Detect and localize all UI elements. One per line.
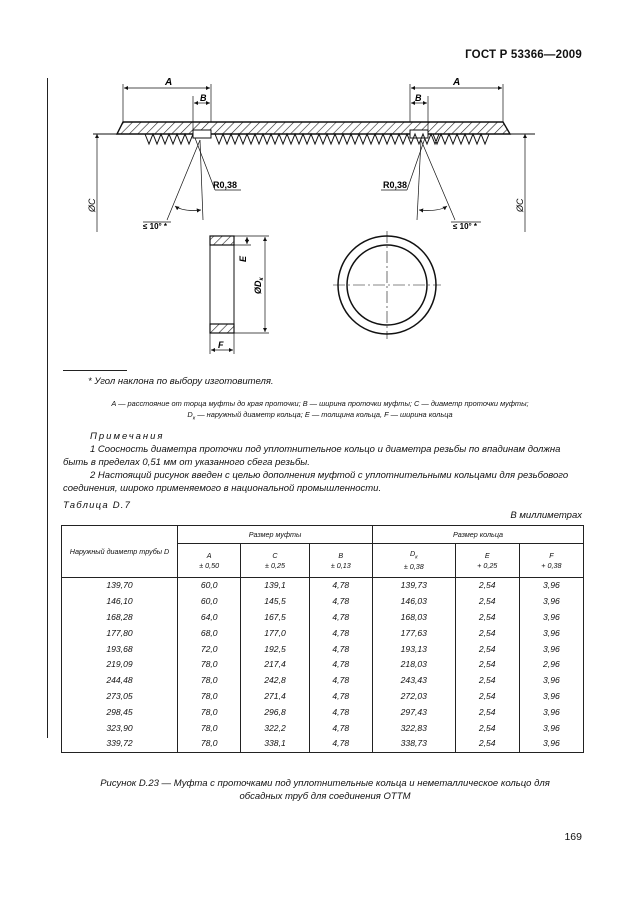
- table-cell: 3,96: [519, 736, 583, 752]
- ring-section-bottom: [210, 324, 234, 333]
- table-cell: 3,96: [519, 720, 583, 736]
- technical-drawing: [55, 72, 595, 362]
- table-row: [62, 704, 584, 720]
- table-cell: 78,0: [178, 689, 241, 705]
- table-cell: 338,1: [241, 736, 309, 752]
- table-cell: 339,72: [62, 736, 178, 752]
- footnote: * Угол наклона по выбору изготовителя.: [88, 376, 274, 387]
- table-units: В миллиметрах: [510, 510, 582, 521]
- dim-dk: $ØD_к$: [253, 277, 265, 294]
- table-cell: 72,0: [178, 641, 241, 657]
- col-b: B ± 0,13: [309, 544, 372, 578]
- col-f: F + 0,38: [519, 544, 583, 578]
- table-cell: 272,03: [372, 689, 455, 705]
- table-cell: 177,0: [241, 625, 309, 641]
- table-cell: 322,2: [241, 720, 309, 736]
- table-cell: 2,54: [455, 720, 519, 736]
- table-row: [62, 657, 584, 673]
- table-cell: 78,0: [178, 657, 241, 673]
- table-cell: 2,54: [455, 625, 519, 641]
- table-cell: 3,96: [519, 689, 583, 705]
- notes-block: [63, 430, 583, 495]
- table-cell: 78,0: [178, 673, 241, 689]
- table-cell: 243,43: [372, 673, 455, 689]
- table-cell: 192,5: [241, 641, 309, 657]
- table-cell: 2,54: [455, 610, 519, 626]
- col-c: C ± 0,25: [241, 544, 309, 578]
- table-cell: 271,4: [241, 689, 309, 705]
- table-cell: 78,0: [178, 736, 241, 752]
- table-cell: 3,96: [519, 673, 583, 689]
- table-cell: 3,96: [519, 641, 583, 657]
- table-cell: 2,54: [455, 689, 519, 705]
- data-table: [61, 525, 584, 753]
- table-cell: 4,78: [309, 641, 372, 657]
- table-cell: 4,78: [309, 578, 372, 594]
- table-cell: 242,8: [241, 673, 309, 689]
- notes-title: Примечания: [90, 431, 165, 442]
- table-row: [62, 625, 584, 641]
- table-cell: 4,78: [309, 673, 372, 689]
- table-cell: 2,54: [455, 704, 519, 720]
- table-cell: 78,0: [178, 720, 241, 736]
- table-cell: 177,63: [372, 625, 455, 641]
- dim-c-left: ØC: [87, 198, 97, 212]
- col-pipe-diameter: Наружный диаметр трубы D: [62, 526, 178, 578]
- coupling-section: [117, 122, 510, 134]
- col-dk: $D_к$ ± 0,38: [372, 544, 455, 578]
- table-cell: 3,96: [519, 594, 583, 610]
- table-cell: 193,13: [372, 641, 455, 657]
- legend-line-1: A — расстояние от торца муфты до края проточки; B — ширина проточки муфты; C — диаметр проточки муфты;: [111, 399, 529, 408]
- table-cell: 297,43: [372, 704, 455, 720]
- table-cell: 2,96: [519, 657, 583, 673]
- seal-groove-left: [193, 130, 211, 138]
- table-cell: 167,5: [241, 610, 309, 626]
- table-cell: 3,96: [519, 578, 583, 594]
- table-cell: 4,78: [309, 704, 372, 720]
- table-cell: 3,96: [519, 704, 583, 720]
- note-1: 1 Соосность диаметра проточки под уплотнительное кольцо и диаметра резьбы по впадинам должна быть в пределах 0,51 мм от указанного сбега резьбы.: [63, 444, 561, 468]
- table-row: [62, 641, 584, 657]
- table-cell: 2,54: [455, 578, 519, 594]
- table-cell: 145,5: [241, 594, 309, 610]
- table-cell: 298,45: [62, 704, 178, 720]
- table-cell: 218,03: [372, 657, 455, 673]
- angle-right: ≤ 10° *: [453, 222, 478, 231]
- col-e: E + 0,25: [455, 544, 519, 578]
- dim-a-left: A: [165, 77, 173, 88]
- table-cell: 4,78: [309, 720, 372, 736]
- table-caption: Таблица D.7: [63, 500, 132, 511]
- dim-a-right: A: [453, 77, 461, 88]
- table-cell: 193,68: [62, 641, 178, 657]
- table-cell: 244,48: [62, 673, 178, 689]
- radius-right: R0,38: [383, 180, 408, 190]
- table-cell: 68,0: [178, 625, 241, 641]
- table-cell: 2,54: [455, 594, 519, 610]
- group-ring: Размер кольца: [372, 526, 583, 544]
- table-row: [62, 720, 584, 736]
- table-row: [62, 594, 584, 610]
- dim-e: E: [238, 255, 248, 262]
- table-cell: 139,73: [372, 578, 455, 594]
- table-cell: 146,03: [372, 594, 455, 610]
- table-cell: 4,78: [309, 594, 372, 610]
- table-cell: 60,0: [178, 578, 241, 594]
- table-cell: 139,70: [62, 578, 178, 594]
- table-row: [62, 736, 584, 752]
- table-cell: 168,28: [62, 610, 178, 626]
- table-cell: 338,73: [372, 736, 455, 752]
- figure-caption: Рисунок D.23 — Муфта с проточками под уплотнительные кольца и неметаллическое кольцо для обсадных труб для соединения ОТТМ: [100, 778, 550, 802]
- table-cell: 4,78: [309, 736, 372, 752]
- table-cell: 296,8: [241, 704, 309, 720]
- ring-section-top: [210, 236, 234, 245]
- table-row: [62, 689, 584, 705]
- legend-line-2: $D_к$ — наружный диаметр кольца; E — толщина кольца, F — ширина кольца: [187, 410, 453, 422]
- table-cell: 177,80: [62, 625, 178, 641]
- table-cell: 322,83: [372, 720, 455, 736]
- table-row: [62, 578, 584, 594]
- table-cell: 2,54: [455, 673, 519, 689]
- table-cell: 217,4: [241, 657, 309, 673]
- table-cell: 64,0: [178, 610, 241, 626]
- dim-b-right: B: [415, 93, 422, 103]
- table-row: [62, 673, 584, 689]
- seal-groove-right: [410, 130, 428, 138]
- dim-c-right: ØC: [515, 198, 525, 212]
- table-cell: 2,54: [455, 657, 519, 673]
- table-cell: 3,96: [519, 625, 583, 641]
- radius-left: R0,38: [213, 180, 238, 190]
- margin-rule: [47, 78, 48, 738]
- table-cell: 273,05: [62, 689, 178, 705]
- document-header: ГОСТ Р 53366—2009: [465, 49, 582, 61]
- angle-left: ≤ 10° *: [143, 222, 168, 231]
- table-cell: 2,54: [455, 641, 519, 657]
- group-coupling: Размер муфты: [178, 526, 373, 544]
- table-cell: 60,0: [178, 594, 241, 610]
- table-cell: 219,09: [62, 657, 178, 673]
- table-cell: 4,78: [309, 625, 372, 641]
- table-cell: 168,03: [372, 610, 455, 626]
- table-row: [62, 610, 584, 626]
- table-cell: 4,78: [309, 610, 372, 626]
- col-a: A ± 0,50: [178, 544, 241, 578]
- dim-f: F: [218, 340, 224, 350]
- page-number: 169: [564, 831, 582, 843]
- dim-b-left: B: [200, 93, 207, 103]
- note-2: 2 Настоящий рисунок введен с целью дополнения муфтой с уплотнительными кольцами для резьбового соединения, широко применяемого в национальной промышленности.: [63, 470, 569, 494]
- table-cell: 323,90: [62, 720, 178, 736]
- footnote-rule: [63, 370, 127, 371]
- table-cell: 4,78: [309, 657, 372, 673]
- table-cell: 139,1: [241, 578, 309, 594]
- table-cell: 3,96: [519, 610, 583, 626]
- table-cell: 2,54: [455, 736, 519, 752]
- table-cell: 146,10: [62, 594, 178, 610]
- table-cell: 78,0: [178, 704, 241, 720]
- table-cell: 4,78: [309, 689, 372, 705]
